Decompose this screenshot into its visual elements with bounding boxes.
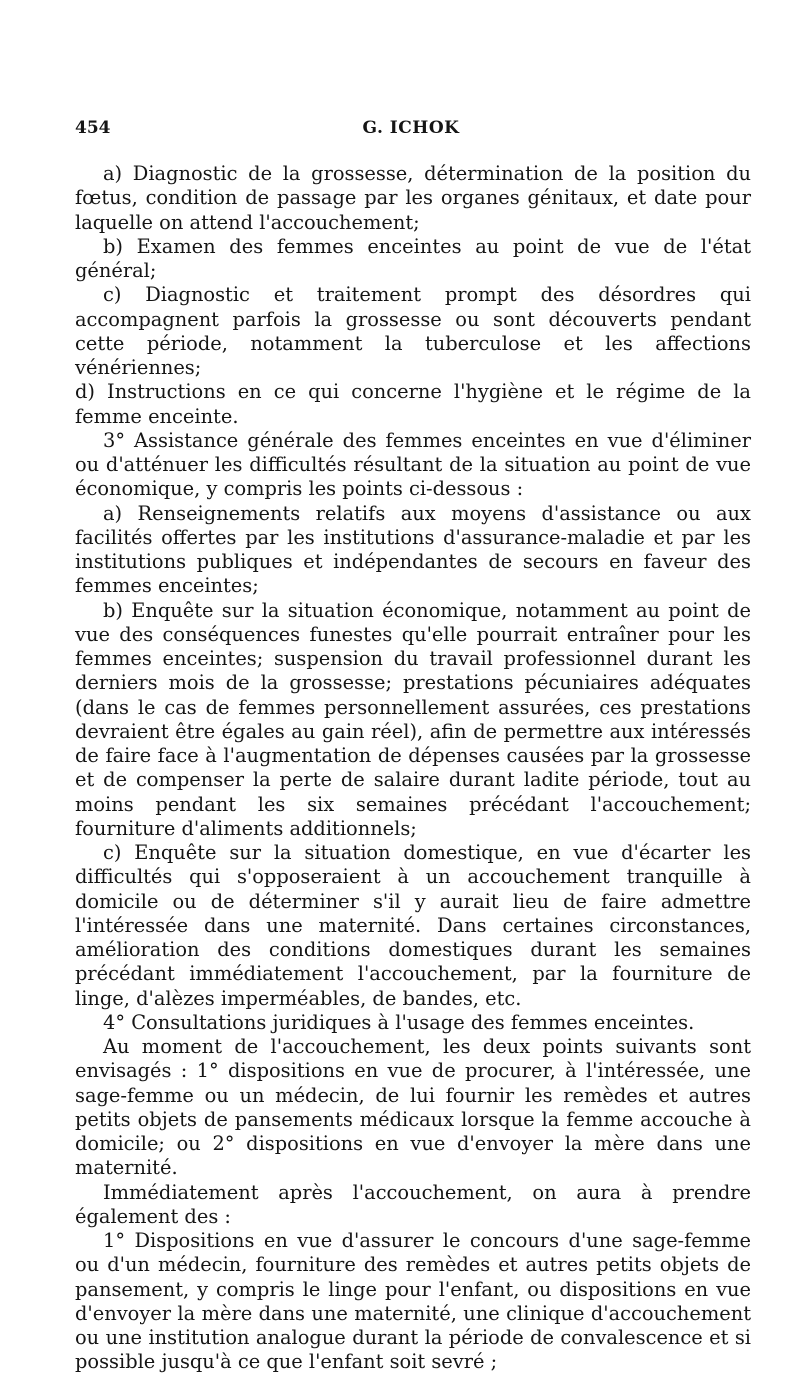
paragraph-accouchement: Au moment de l'accouchement, les deux points suivants sont envisagés : 1° dispositions en vue de procurer, à l'intéressée, une sage-femme ou un médecin, de lui fournir les remèdes et autres petits objets de pansements médicaux lorsque la femme accouche à domicile; ou 2° dispositions en vue d'envoyer la mère dans une maternité.: [75, 1035, 751, 1180]
paragraph-a-diagnostic: a) Diagnostic de la grossesse, détermination de la position du fœtus, condition de passage par les organes génitaux, et date pour laquelle on attend l'accouchement;: [75, 162, 751, 234]
paragraph-b-enquete-economique: b) Enquête sur la situation économique, notamment au point de vue des conséquences funestes qu'elle pourrait entraîner pour les femmes enceintes; suspension du travail professionnel durant les derniers mois de la grossesse; prestations pécuniaires adéquates (dans le cas de femmes personnellement assurées, ces prestations devraient être égales au gain réel), afin de permettre aux intéressés de faire face à l'augmentation de dépenses causées par la grossesse et de compenser la perte de salaire durant ladite période, tout au moins pendant les six semaines précédant l'accouchement; fourniture d'aliments additionnels;: [75, 598, 751, 840]
page-number: 454: [75, 118, 111, 138]
paragraph-apres-accouchement: Immédiatement après l'accouchement, on aura à prendre également des :: [75, 1180, 751, 1228]
paragraph-4-consultations: 4° Consultations juridiques à l'usage des femmes enceintes.: [103, 1010, 695, 1034]
body-text: [75, 162, 751, 1375]
paragraph-d-instructions: d) Instructions en ce qui concerne l'hygiène et le régime de la femme enceinte.: [75, 380, 751, 428]
paragraph-c-diagnostic-traitement: c) Diagnostic et traitement prompt des désordres qui accompagnent parfois la grossesse ou sont découverts pendant cette période, notamment la tuberculose et les affections vénériennes;: [75, 283, 751, 379]
paragraph-c-enquete-domestique: c) Enquête sur la situation domestique, en vue d'écarter les difficultés qui s'opposeraient à un accouchement tranquille à domicile ou de déterminer s'il y aurait lieu de faire admettre l'intéressée dans une maternité. Dans certaines circonstances, amélioration des conditions domestiques durant les semaines précédant immédiatement l'accouchement, par la fourniture de linge, d'alèzes imperméables, de bandes, etc.: [75, 841, 751, 1010]
paragraph-b-examen: b) Examen des femmes enceintes au point de vue de l'état général;: [75, 234, 751, 282]
paragraph-1-dispositions: 1° Dispositions en vue d'assurer le concours d'une sage-femme ou d'un médecin, fourniture des remèdes et autres petits objets de pansement, y compris le linge pour l'enfant, ou dispositions en vue d'envoyer la mère dans une maternité, une clinique d'accouchement ou une institution analogue durant la période de convalescence et si possible jusqu'à ce que l'enfant soit sevré ;: [75, 1229, 751, 1374]
paragraph-a-renseignements: a) Renseignements relatifs aux moyens d'assistance ou aux facilités offertes par les institutions d'assurance-maladie et par les institutions publiques et indépendantes de secours en faveur des femmes enceintes;: [75, 501, 751, 598]
running-title: G. ICHOK: [362, 118, 460, 138]
paragraph-3-assistance: 3° Assistance générale des femmes enceintes en vue d'éliminer ou d'atténuer les difficultés résultant de la situation au point de vue économique, y compris les points ci-dessous :: [75, 428, 751, 501]
page-header: [75, 118, 747, 142]
